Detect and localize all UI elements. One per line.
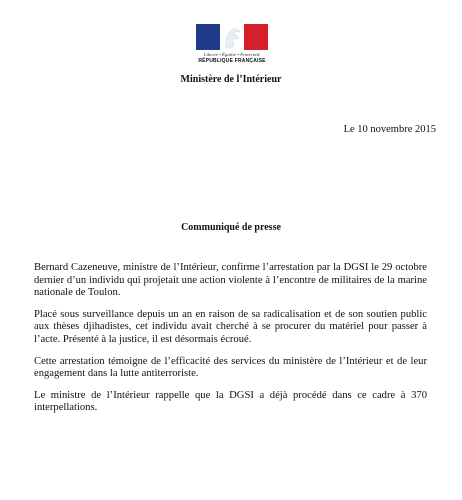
press-release-body (34, 262, 427, 424)
republic-motto: Liberté • Égalité • Fraternité (203, 52, 261, 57)
body-paragraph: Cette arrestation témoigne de l’efficacité des services du ministère de l’Intérieur et de leur engagement dans la lutte antiterroriste. (34, 355, 427, 380)
body-paragraph: Placé sous surveillance depuis un an en raison de sa radicalisation et de son soutien public aux thèses djihadistes, cet individu avait cherché à se procurer du matériel pour passer à l’acte. Présenté à la justice, il est désormais écroué. (34, 308, 427, 345)
ministry-name: Ministère de l’Intérieur (180, 74, 282, 85)
body-paragraph: Bernard Cazeneuve, ministre de l’Intérieur, confirme l’arrestation par la DGSI le 29 octobre dernier d’un individu qui projetait une action violente à l’encontre de militaires de la marine nationale de Toulon. (34, 262, 427, 299)
french-flag-icon (196, 24, 268, 50)
marianne-logo (196, 24, 268, 64)
release-date: Le 10 novembre 2015 (343, 124, 436, 135)
republic-name: RÉPUBLIQUE FRANÇAISE (198, 58, 266, 64)
body-paragraph: Le ministre de l’Intérieur rappelle que la DGSI a déjà procédé dans ce cadre à 370 interpellations. (34, 389, 427, 414)
press-release-heading: Communiqué de presse (181, 222, 281, 233)
